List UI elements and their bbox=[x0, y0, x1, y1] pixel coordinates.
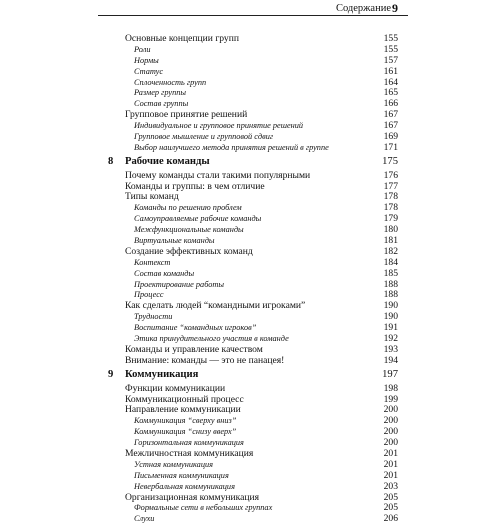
toc-entry bbox=[0, 449, 500, 460]
toc-title: Слухи bbox=[134, 514, 155, 524]
toc-page: 188 bbox=[383, 278, 398, 290]
toc-page: 197 bbox=[382, 368, 398, 380]
toc-entry bbox=[0, 171, 500, 182]
toc-page: 177 bbox=[383, 180, 398, 192]
toc-page: 169 bbox=[383, 131, 398, 143]
toc-page: 190 bbox=[383, 311, 398, 323]
toc-page: 182 bbox=[383, 245, 398, 257]
toc-title: Индивидуальное и групповое принятие решений bbox=[134, 121, 304, 131]
toc-title: Виртуальные команды bbox=[134, 236, 215, 246]
toc-title: Межличностная коммуникация bbox=[125, 447, 254, 459]
toc-entry bbox=[0, 405, 500, 416]
toc-entry bbox=[0, 192, 500, 203]
toc-title: Процесс bbox=[134, 290, 164, 300]
toc-page: 200 bbox=[383, 404, 398, 416]
toc-page: 194 bbox=[383, 354, 398, 366]
toc-page: 179 bbox=[383, 213, 398, 225]
toc-title: Команды и управление качеством bbox=[125, 343, 263, 355]
toc-page: 198 bbox=[383, 382, 398, 394]
toc-page: 200 bbox=[383, 415, 398, 427]
toc-title: Типы команд bbox=[125, 191, 179, 203]
toc-title: Состав команды bbox=[134, 268, 195, 278]
toc-page: 201 bbox=[383, 458, 398, 470]
toc-title: Почему команды стали такими популярными bbox=[125, 169, 311, 181]
toc-title: Создание эффективных команд bbox=[125, 245, 253, 257]
toc-title: Выбор наилучшего метода принятия решений в группе bbox=[134, 142, 329, 152]
toc-page: 178 bbox=[383, 191, 398, 203]
toc-title: Сплоченность групп bbox=[134, 77, 207, 87]
toc-title: Горизонтальная коммуникация bbox=[134, 438, 244, 448]
toc-subentry bbox=[0, 312, 500, 323]
toc-title: Коммуникация “снизу вверх” bbox=[134, 427, 237, 437]
toc-page: 157 bbox=[383, 54, 398, 66]
toc-entry bbox=[0, 34, 500, 45]
toc-title: Статус bbox=[134, 66, 164, 76]
toc-title: Состав группы bbox=[134, 99, 189, 109]
toc-page: 165 bbox=[383, 87, 398, 99]
toc-subentry bbox=[0, 269, 500, 280]
toc-page: 171 bbox=[383, 141, 398, 153]
toc-page: 184 bbox=[383, 256, 398, 268]
toc-subentry bbox=[0, 78, 500, 89]
toc-title: Команды по решению проблем bbox=[134, 203, 242, 213]
toc-subentry bbox=[0, 56, 500, 67]
toc-page: 206 bbox=[383, 513, 398, 525]
toc-subentry bbox=[0, 514, 500, 525]
toc-entry bbox=[0, 395, 500, 406]
toc-title: Трудности bbox=[134, 312, 173, 322]
toc-page: 161 bbox=[383, 65, 398, 77]
toc-entry bbox=[0, 301, 500, 312]
toc-title: Функции коммуникации bbox=[125, 382, 226, 394]
toc-page: 176 bbox=[383, 169, 398, 181]
toc-page: 167 bbox=[383, 120, 398, 132]
toc-chapter bbox=[0, 370, 500, 381]
chapter-number: 9 bbox=[108, 368, 114, 380]
toc-page: 185 bbox=[383, 267, 398, 279]
toc-page: 166 bbox=[383, 98, 398, 110]
toc-title: Роли bbox=[134, 44, 151, 54]
toc-subentry bbox=[0, 460, 500, 471]
toc-subentry bbox=[0, 214, 500, 225]
toc-title: Межфункциональные команды bbox=[134, 225, 244, 235]
toc-title: Коммуникационный процесс bbox=[125, 393, 244, 405]
toc-title: Проектирование работы bbox=[134, 279, 225, 289]
toc-title: Коммуникация bbox=[125, 368, 199, 380]
toc-page: 199 bbox=[383, 393, 398, 405]
toc-page: 191 bbox=[383, 322, 398, 334]
toc-page: 205 bbox=[383, 491, 398, 503]
toc-page: 181 bbox=[383, 235, 398, 247]
toc-page: 178 bbox=[383, 202, 398, 214]
toc-page: 188 bbox=[383, 289, 398, 301]
toc-title: Устная коммуникация bbox=[134, 459, 213, 469]
running-head: Содержание bbox=[335, 3, 391, 14]
toc-title: Направление коммуникации bbox=[125, 404, 241, 416]
toc-subentry bbox=[0, 258, 500, 269]
toc-subentry bbox=[0, 143, 500, 154]
toc-entry bbox=[0, 384, 500, 395]
header-rule bbox=[98, 15, 408, 16]
toc-page: 164 bbox=[383, 76, 398, 88]
toc-chapter bbox=[0, 157, 500, 168]
toc-entry bbox=[0, 247, 500, 258]
toc-subentry bbox=[0, 503, 500, 514]
toc-title: Групповое принятие решений bbox=[125, 109, 248, 121]
toc-page: 192 bbox=[383, 333, 398, 345]
toc-page: 167 bbox=[383, 109, 398, 121]
toc-subentry bbox=[0, 471, 500, 482]
page-number: 9 bbox=[392, 1, 398, 15]
toc-title: Этика принудительного участия в команде bbox=[134, 334, 289, 344]
toc-entry bbox=[0, 493, 500, 504]
toc-entry bbox=[0, 356, 500, 367]
toc-title: Как сделать людей “командными игроками” bbox=[125, 300, 306, 312]
toc-title: Формальные сети в небольших группах bbox=[134, 503, 273, 513]
toc-title: Невербальная коммуникация bbox=[134, 481, 235, 491]
toc-page: 190 bbox=[383, 300, 398, 312]
toc-entry bbox=[0, 182, 500, 193]
toc-title: Нормы bbox=[134, 55, 159, 65]
toc-subentry bbox=[0, 280, 500, 291]
toc-page: 193 bbox=[383, 343, 398, 355]
table-of-contents bbox=[0, 34, 500, 525]
toc-title: Команды и группы: в чем отличие bbox=[125, 180, 265, 192]
toc-subentry bbox=[0, 45, 500, 56]
chapter-number: 8 bbox=[108, 155, 114, 167]
toc-title: Рабочие команды bbox=[125, 155, 210, 167]
toc-subentry bbox=[0, 482, 500, 493]
toc-subentry bbox=[0, 99, 500, 110]
toc-subentry bbox=[0, 416, 500, 427]
toc-page: 180 bbox=[383, 224, 398, 236]
toc-page: 200 bbox=[383, 437, 398, 449]
toc-subentry bbox=[0, 88, 500, 99]
toc-title: Воспитание “командных игроков” bbox=[134, 323, 257, 333]
toc-page: 201 bbox=[383, 447, 398, 459]
toc-entry bbox=[0, 110, 500, 121]
toc-page: 155 bbox=[383, 43, 398, 55]
toc-title: Самоуправляемые рабочие команды bbox=[134, 214, 262, 224]
toc-title: Размер группы bbox=[134, 88, 187, 98]
toc-title: Основные концепции групп bbox=[125, 33, 239, 44]
toc-title: Контекст bbox=[134, 257, 171, 267]
toc-title: Коммуникация “сверху вниз” bbox=[134, 416, 237, 426]
toc-title: Групповое мышление и групповой сдвиг bbox=[134, 132, 274, 142]
toc-page: 201 bbox=[383, 469, 398, 481]
toc-subentry bbox=[0, 203, 500, 214]
toc-subentry bbox=[0, 427, 500, 438]
toc-page: 203 bbox=[383, 480, 398, 492]
toc-title: Письменная коммуникация bbox=[134, 470, 229, 480]
toc-page: 155 bbox=[383, 33, 398, 44]
toc-page: 200 bbox=[383, 426, 398, 438]
toc-subentry bbox=[0, 225, 500, 236]
toc-page: 175 bbox=[382, 155, 398, 167]
toc-subentry bbox=[0, 121, 500, 132]
toc-subentry bbox=[0, 132, 500, 143]
toc-subentry bbox=[0, 67, 500, 78]
toc-title: Организационная коммуникация bbox=[125, 491, 260, 503]
toc-title: Внимание: команды — это не панацея! bbox=[125, 354, 285, 366]
toc-page: 205 bbox=[383, 502, 398, 514]
toc-subentry bbox=[0, 323, 500, 334]
